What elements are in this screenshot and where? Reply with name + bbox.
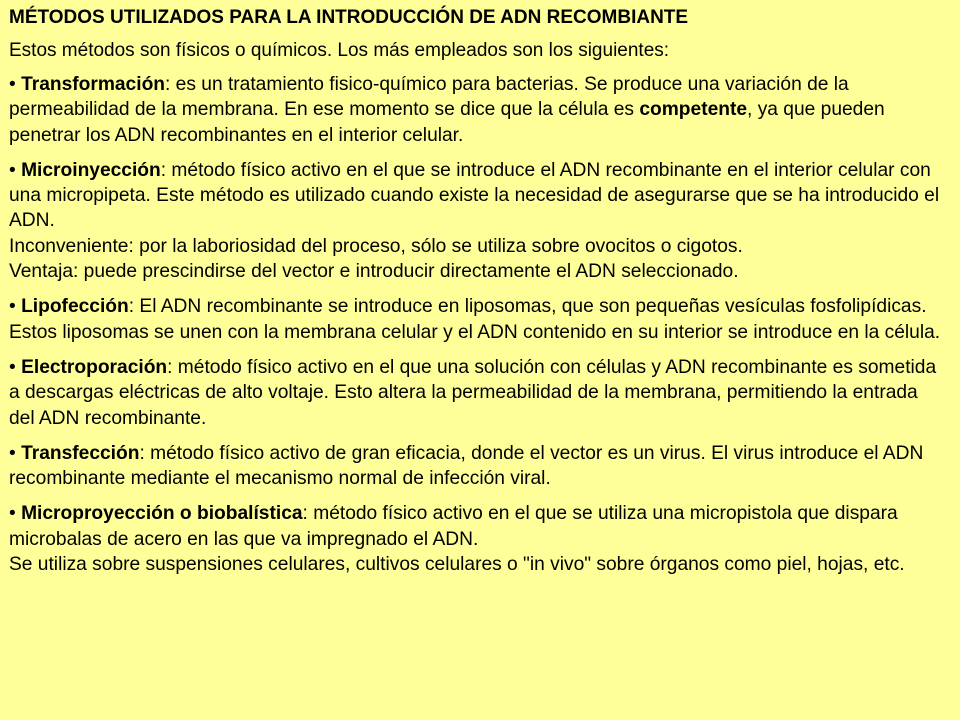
term-transfeccion: Transfección — [21, 442, 140, 464]
item-line — [9, 501, 946, 552]
item-text: : método físico activo en el que se utiliza una micropistola que dispara microbalas de acero en las que va impregnado el ADN. — [9, 503, 898, 550]
item-transfeccion — [9, 441, 946, 492]
term-competente: competente — [639, 99, 748, 121]
item-microinyeccion — [9, 158, 946, 284]
intro-text: Estos métodos son físicos o químicos. Los más empleados son los siguientes: — [9, 40, 670, 61]
item-text: : método físico activo en el que una solución con células y ADN recombinante es sometida a descargas eléctricas de alto voltaje. Esto altera la permeabilidad de la membrana, permitiendo la entrada del ADN recombinante. — [9, 356, 937, 429]
term-microproyeccion: Microproyección o biobalística — [21, 503, 303, 525]
item-transformacion — [9, 72, 946, 148]
item-microproyeccion — [9, 501, 946, 577]
bullet: • — [9, 74, 22, 95]
term-lipofeccion: Lipofección — [21, 296, 129, 318]
item-line — [9, 158, 946, 234]
bullet: • — [9, 503, 22, 525]
bullet: • — [9, 356, 22, 378]
item-text: : método físico activo de gran eficacia, donde el vector es un virus. El virus introduce el ADN recombinante mediante el mecanismo normal de infección viral. — [9, 442, 924, 490]
item-text: , ya que pueden penetrar los ADN recombinantes en el interior celular. — [9, 99, 885, 146]
inconveniente-line: Inconveniente: por la laboriosidad del proceso, sólo se utiliza sobre ovocitos o cigotos. — [9, 235, 743, 257]
term-transformacion: Transformación — [21, 74, 166, 95]
term-microinyeccion: Microinyección — [21, 159, 161, 181]
item-text: : es un tratamiento fisico-químico para bacterias. Se produce una variación de la permeabilidad de la membrana. En ese momento se dice que la célula es — [9, 74, 849, 121]
item-lipofeccion — [9, 294, 946, 345]
bullet: • — [9, 159, 22, 181]
item-text: : método físico activo en el que se introduce el ADN recombinante en el interior celular con una micropipeta. Este método es utilizado cuando existe la necesidad de asegurarse que se ha introducido el ADN. — [9, 159, 940, 232]
term-electroporacion: Electroporación — [21, 356, 168, 378]
item-line-usage: Se utiliza sobre suspensiones celulares, cultivos celulares o "in vivo" sobre órganos como piel, hojas, etc. — [9, 554, 905, 576]
item-electroporacion — [9, 355, 946, 431]
bullet: • — [9, 296, 22, 318]
item-text: : El ADN recombinante se introduce en liposomas, que son pequeñas vesículas fosfolipídicas. Estos liposomas se unen con la membrana celular y el ADN contenido en su interior se introduce en la célula. — [9, 296, 941, 343]
page-title: MÉTODOS UTILIZADOS PARA LA INTRODUCCIÓN DE ADN RECOMBIANTE — [9, 7, 689, 28]
ventaja-line: Ventaja: puede prescindirse del vector e introducir directamente el ADN seleccionado. — [9, 261, 739, 283]
bullet: • — [9, 442, 22, 464]
